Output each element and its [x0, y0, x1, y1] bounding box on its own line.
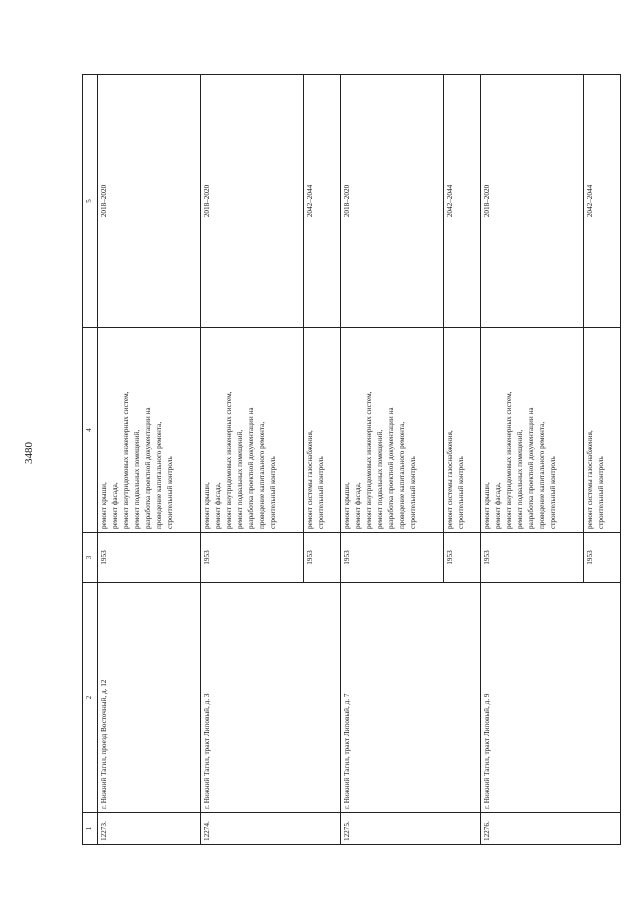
work-item: ремонт внутридомовых инженерных систем,	[122, 391, 130, 529]
works-cell	[341, 328, 444, 533]
work-item: ремонт фасада,	[214, 482, 222, 529]
work-item: строительный контроль	[166, 456, 174, 529]
work-item: ремонт системы газоснабжения,	[446, 430, 454, 529]
repair-period-cell: 2018–2020	[201, 75, 304, 328]
work-item: проведение капитального ремонта,	[155, 421, 163, 529]
construction-year-cell: 1953	[481, 533, 584, 583]
work-item: строительный контроль	[597, 456, 605, 529]
repair-period-cell: 2042–2044	[584, 75, 621, 328]
construction-year-cell: 1953	[584, 533, 621, 583]
work-item: ремонт подвальных помещений,	[376, 429, 384, 529]
construction-year-cell: 1953	[201, 533, 304, 583]
work-item: строительный контроль	[409, 456, 417, 529]
row-number: 12275.	[341, 813, 481, 845]
works-cell	[584, 328, 621, 533]
repair-period-cell: 2018–2020	[481, 75, 584, 328]
construction-year-cell: 1953	[341, 533, 444, 583]
row-number: 12273.	[98, 813, 201, 845]
works-cell	[201, 328, 304, 533]
work-item: строительный контроль	[457, 456, 465, 529]
work-item: ремонт подвальных помещений,	[236, 429, 244, 529]
construction-year-cell: 1953	[98, 533, 201, 583]
work-item: ремонт внутридомовых инженерных систем,	[505, 391, 513, 529]
table-row	[341, 75, 444, 845]
work-item: проведение капитального ремонта,	[398, 421, 406, 529]
table-row	[98, 75, 201, 845]
work-item: разработка проектной документации на	[527, 407, 535, 529]
address-cell: г. Нижний Тагил, тракт Липовый, д. 3	[201, 583, 341, 813]
column-header: 5	[83, 75, 98, 328]
work-item: ремонт фасада,	[354, 482, 362, 529]
work-item: разработка проектной документации на	[144, 407, 152, 529]
works-cell	[481, 328, 584, 533]
works-cell	[304, 328, 341, 533]
work-item: ремонт внутридомовых инженерных систем,	[225, 391, 233, 529]
work-item: ремонт фасада,	[494, 482, 502, 529]
table-row	[201, 75, 304, 845]
work-item: ремонт крыши,	[100, 482, 108, 529]
column-header: 3	[83, 533, 98, 583]
work-item: ремонт подвальных помещений,	[516, 429, 524, 529]
work-item: ремонт системы газоснабжения,	[306, 430, 314, 529]
work-item: проведение капитального ремонта,	[258, 421, 266, 529]
row-number: 12276.	[481, 813, 621, 845]
work-item: строительный контроль	[549, 456, 557, 529]
row-number: 12274.	[201, 813, 341, 845]
construction-year-cell: 1953	[444, 533, 481, 583]
column-number-row	[83, 75, 98, 845]
repair-period-cell: 2018–2020	[98, 75, 201, 328]
work-item: ремонт внутридомовых инженерных систем,	[365, 391, 373, 529]
works-cell	[98, 328, 201, 533]
work-item: проведение капитального ремонта,	[538, 421, 546, 529]
repair-period-cell: 2042–2044	[444, 75, 481, 328]
work-item: разработка проектной документации на	[387, 407, 395, 529]
repair-period-cell: 2042–2044	[304, 75, 341, 328]
work-item: ремонт крыши,	[343, 482, 351, 529]
repair-period-cell: 2018–2020	[341, 75, 444, 328]
work-item: строительный контроль	[269, 456, 277, 529]
work-item: разработка проектной документации на	[247, 407, 255, 529]
construction-year-cell: 1953	[304, 533, 341, 583]
work-item: ремонт крыши,	[203, 482, 211, 529]
works-cell	[444, 328, 481, 533]
repair-schedule-table	[82, 74, 621, 845]
column-header: 2	[83, 583, 98, 813]
address-cell: г. Нижний Тагил, проезд Восточный, д. 12	[98, 583, 201, 813]
work-item: ремонт системы газоснабжения,	[586, 430, 594, 529]
work-item: ремонт подвальных помещений,	[133, 429, 141, 529]
address-cell: г. Нижний Тагил, тракт Липовый, д. 9	[481, 583, 621, 813]
column-header: 4	[83, 328, 98, 533]
page-number: 3480	[23, 442, 35, 464]
work-item: ремонт крыши,	[483, 482, 491, 529]
work-item: ремонт фасада,	[111, 482, 119, 529]
address-cell: г. Нижний Тагил, тракт Липовый, д. 7	[341, 583, 481, 813]
rotated-table-wrapper	[82, 75, 605, 845]
table-body	[98, 75, 621, 845]
table-row	[481, 75, 584, 845]
work-item: строительный контроль	[317, 456, 325, 529]
column-header: 1	[83, 813, 98, 845]
